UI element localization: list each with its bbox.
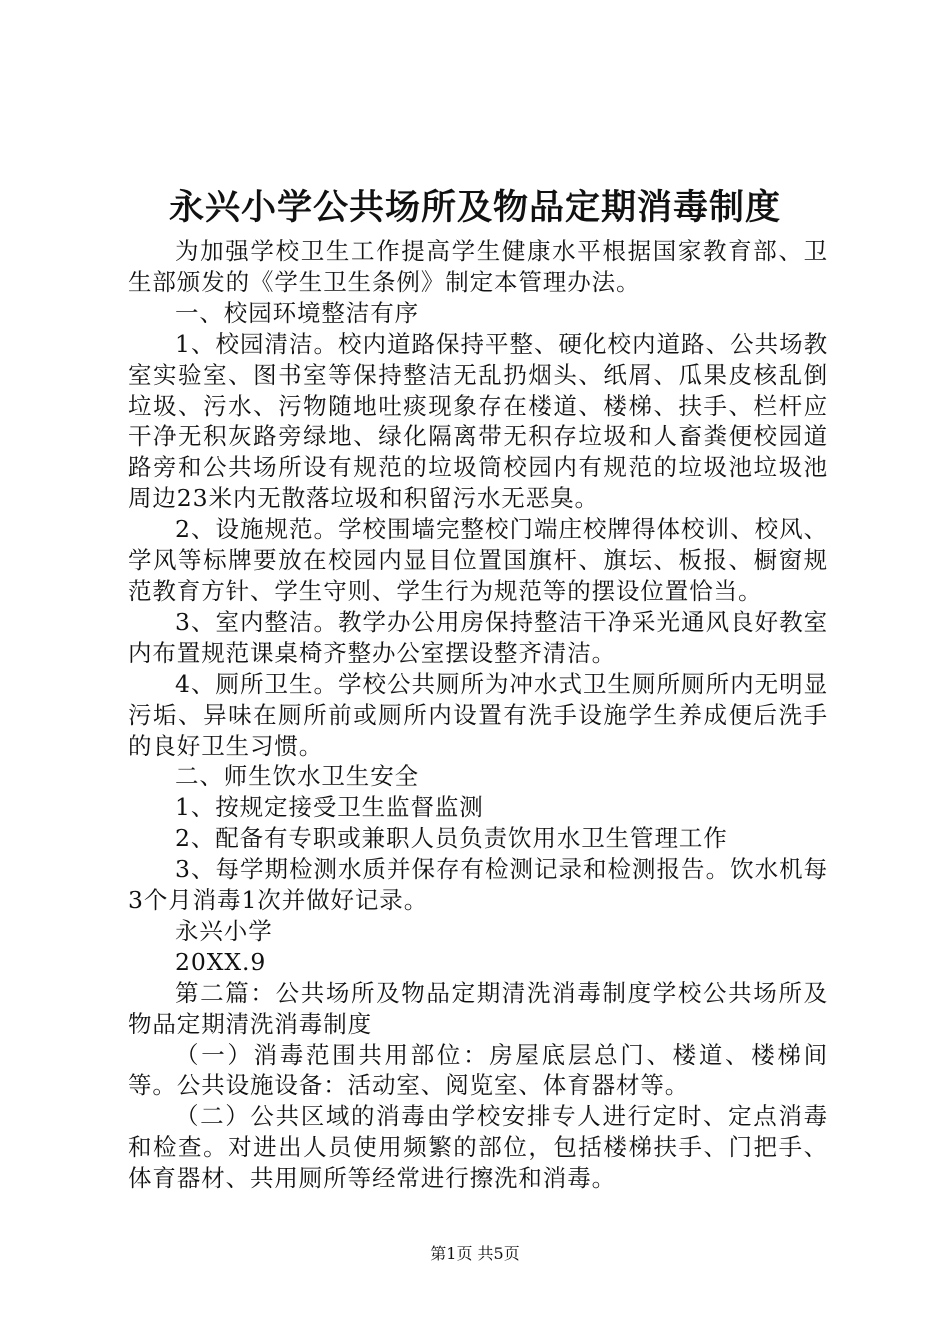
signature-date: 20XX.9: [175, 947, 267, 976]
section-heading-environment: 一、校园环境整洁有序: [175, 298, 419, 327]
paragraph-facilities: 2、设施规范。学校围墙完整校门端庄校牌得体校训、校风、学风等标牌要放在校园内显目位置国旗杆、旗坛、板报、橱窗规范教育方针、学生守则、学生行为规范等的摆设位置恰当。: [128, 515, 828, 605]
paragraph-indoor: 3、室内整洁。教学办公用房保持整洁干净采光通风良好教室内布置规范课桌椅齐整办公室摆设整齐清洁。: [128, 607, 828, 667]
paragraph-water-3: 3、每学期检测水质并保存有检测记录和检测报告。饮水机每3个月消毒1次并做好记录。: [128, 855, 828, 915]
paragraph-scope: （一）消毒范围共用部位：房屋底层总门、楼道、楼梯间等。公共设施设备：活动室、阅览室、体育器材等。: [128, 1040, 828, 1100]
signature-school: 永兴小学: [175, 916, 273, 945]
section-heading-water: 二、师生饮水卫生安全: [175, 762, 419, 791]
paragraph-water-1: 1、按规定接受卫生监督监测: [175, 793, 484, 822]
paragraph-campus-cleaning: 1、校园清洁。校内道路保持平整、硬化校内道路、公共场教室实验室、图书室等保持整洁无乱扔烟头、纸屑、瓜果皮核乱倒垃圾、污水、污物随地吐痰现象存在楼道、楼梯、扶手、栏杆应干净无积灰路旁绿地、绿化隔离带无积存垃圾和人畜粪便校园道路旁和公共场所设有规范的垃圾筒校园内有规范的垃圾池垃圾池周边23米内无散落垃圾和积留污水无恶臭。: [128, 329, 828, 513]
paragraph-public-area: （二）公共区域的消毒由学校安排专人进行定时、定点消毒和检查。对进出人员使用频繁的部位，包括楼梯扶手、门把手、体育器材、共用厕所等经常进行擦洗和消毒。: [128, 1102, 828, 1193]
paragraph-water-2: 2、配备有专职或兼职人员负责饮用水卫生管理工作: [175, 824, 728, 853]
chapter-two-heading: 第二篇：公共场所及物品定期清洗消毒制度学校公共场所及物品定期清洗消毒制度: [128, 978, 828, 1038]
page-footer: 第1页 共5页: [430, 1244, 520, 1263]
paragraph-toilets: 4、厕所卫生。学校公共厕所为冲水式卫生厕所厕所内无明显污垢、异味在厕所前或厕所内设置有洗手设施学生养成便后洗手的良好卫生习惯。: [128, 669, 828, 760]
document-body: [128, 236, 828, 1194]
paragraph-intro: 为加强学校卫生工作提高学生健康水平根据国家教育部、卫生部颁发的《学生卫生条例》制定本管理办法。: [128, 237, 828, 296]
document-title: 永兴小学公共场所及物品定期消毒制度: [168, 187, 781, 228]
